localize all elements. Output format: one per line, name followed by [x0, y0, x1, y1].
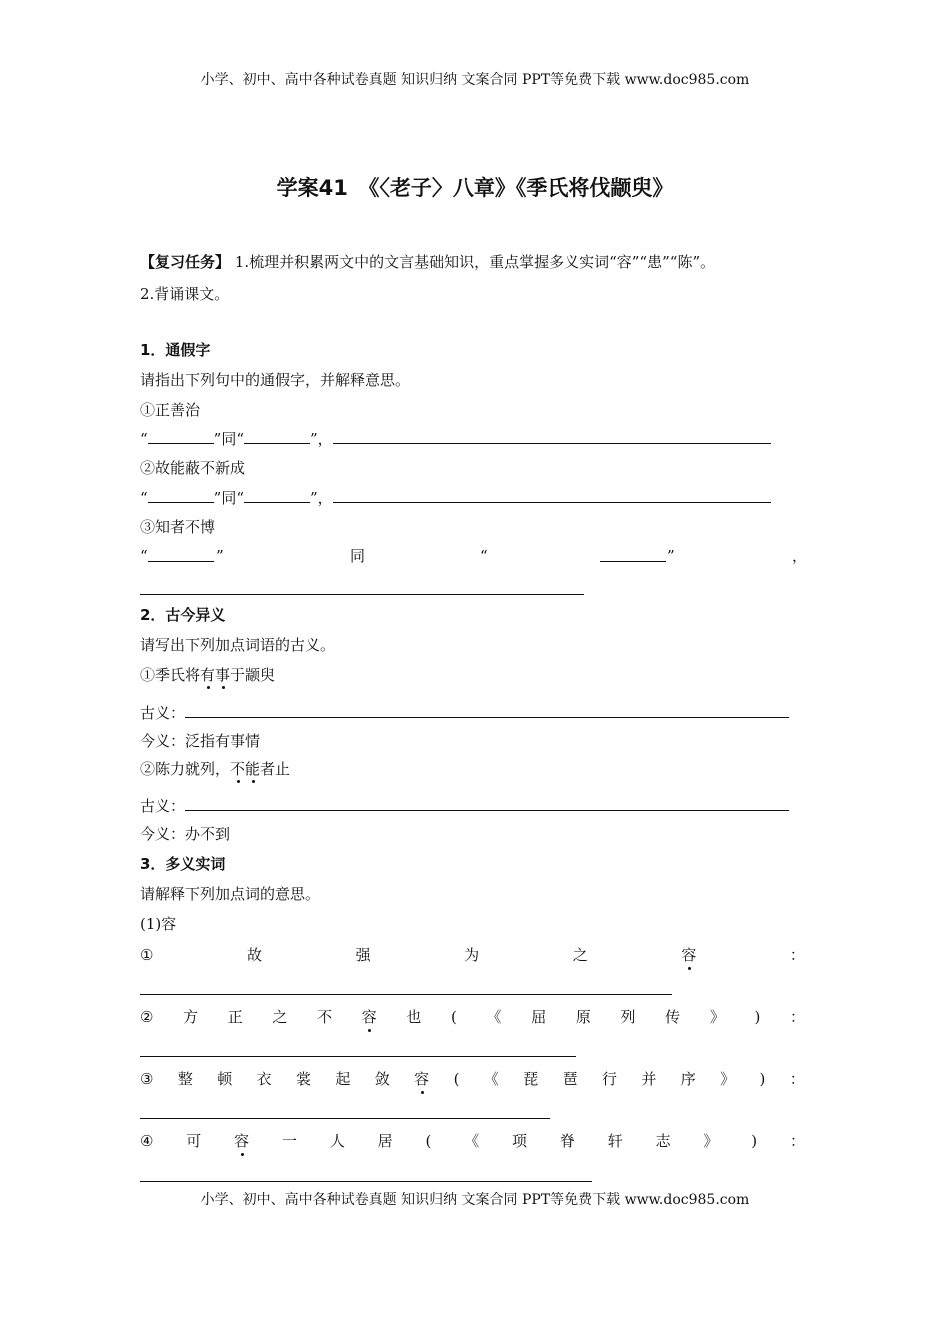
row-char: ： — [789, 1070, 805, 1088]
row-char: 琶 — [562, 1070, 578, 1088]
answer-rule[interactable] — [140, 1056, 576, 1057]
sub-heading-rong: (1)容 — [140, 915, 177, 933]
answer-rule[interactable] — [140, 594, 584, 595]
blank[interactable] — [333, 428, 771, 444]
blank[interactable] — [600, 546, 666, 562]
row-char: ( — [425, 1132, 432, 1150]
answer-line-2: “ ”同“ ”， — [140, 487, 771, 508]
item-1: ①季氏将有事于颛臾 — [140, 666, 276, 684]
row-char: ： — [789, 1008, 805, 1026]
row-char: ( — [451, 1008, 457, 1026]
row-char: ) — [754, 1008, 761, 1026]
row-char: 》 — [703, 1132, 719, 1150]
row-char: ④ — [140, 1132, 154, 1150]
row-char: 脊 — [559, 1132, 575, 1150]
item-2: ②故能蔽不新成 — [140, 459, 246, 477]
row-char: 项 — [512, 1132, 528, 1150]
section2-instruction: 请写出下列加点词语的古义。 — [140, 636, 336, 654]
blank[interactable] — [244, 487, 310, 503]
blank[interactable] — [148, 546, 214, 562]
spread-row-3 — [140, 1069, 805, 1089]
row-char: ③ — [140, 1070, 154, 1088]
page-header: 小学、初中、高中各种试卷真题 知识归纳 文案合同 PPT等免费下载 www.doc985.com — [200, 72, 750, 88]
item-3: ③知者不博 — [140, 518, 216, 536]
item-1: ①正善治 — [140, 401, 201, 419]
spread-row-1 — [140, 945, 805, 965]
section2-heading: 2．古今异义 — [140, 606, 226, 624]
blank[interactable] — [148, 487, 214, 503]
document-page: 小学、初中、高中各种试卷真题 知识归纳 文案合同 PPT等免费下载 www.doc985.com 学案41 《〈老子〉八章》《季氏将伐颛臾》 【复习任务】 1.梳理并积累两文中的文言基础知识，重点掌握多义实词“容”“患”“陈”。 2.背诵课文。 1．通假字 请指出下列句中的通假字，并解释意思。 ①正善治 “ ”同“ ”， ②故能蔽不新成 “ ”同“ ”， ③知者不博 “ ” 同 “ ” ， 2．古今异义 请写出下列加点词语的古义。 ①季氏将有事于颛臾 古义： 今义：泛指有事情 ②陈力就列，不能者止 古义： 今义：办不到 3．多义实词 请解释下列加点词的意思。 (1)容 ① 故 强 为 之 容 ： ② 方 正 之 不 容 也 ( 《 屈 原 列 传 》 ) ： ③ 整 顿 衣 裳 起 敛 容 ( 《 琵 琶 行 并 序 》 ) ： ④ 可 容 一 人 居 ( 《 项 脊 轩 志 》 ) ： 小学、初中、高中各种试卷真题 知识归纳 文案合同 PPT等免费下载 www.doc985.com — [0, 0, 950, 1344]
item-2: ②陈力就列，不能者止 — [140, 760, 291, 778]
section1-heading: 1．通假字 — [140, 341, 211, 359]
row-char: ① — [140, 946, 154, 964]
row-char: 志 — [655, 1132, 671, 1150]
blank[interactable] — [244, 428, 310, 444]
section1-instruction: 请指出下列句中的通假字，并解释意思。 — [140, 371, 411, 389]
row-char: 顿 — [217, 1070, 233, 1088]
blank[interactable] — [148, 428, 214, 444]
answer-rule[interactable] — [140, 994, 672, 995]
review-task — [140, 252, 715, 272]
row-char: 列 — [620, 1008, 636, 1026]
row-char: 》 — [720, 1070, 736, 1088]
page-footer: 小学、初中、高中各种试卷真题 知识归纳 文案合同 PPT等免费下载 www.doc985.com — [200, 1192, 750, 1208]
section3-instruction: 请解释下列加点词的意思。 — [140, 885, 321, 903]
row-char: 屈 — [531, 1008, 547, 1026]
row-char: 起 — [335, 1070, 351, 1088]
page-title: 学案41 《〈老子〉八章》《季氏将伐颛臾》 — [276, 176, 674, 200]
row-char: 》 — [709, 1008, 725, 1026]
task-line2: 2.背诵课文。 — [140, 285, 230, 303]
row-char: 方 — [183, 1008, 199, 1026]
row-char: 敛 — [374, 1070, 390, 1088]
row-char: 传 — [665, 1008, 681, 1026]
spread-row-4 — [140, 1131, 805, 1151]
row-char: 容 — [234, 1132, 250, 1150]
row-char: ( — [453, 1070, 460, 1088]
row-char: 之 — [272, 1008, 288, 1026]
row-char: 容 — [414, 1070, 430, 1088]
row-char: ② — [140, 1008, 154, 1026]
row-char: 序 — [680, 1070, 696, 1088]
task-label: 【复习任务】 — [140, 253, 231, 271]
task-line1: 1.梳理并积累两文中的文言基础知识，重点掌握多义实词“容”“患”“陈”。 — [230, 253, 716, 271]
modern-meaning-1: 今义：泛指有事情 — [140, 732, 261, 750]
row-char: 轩 — [607, 1132, 623, 1150]
ancient-meaning-2: 古义： — [140, 795, 789, 816]
row-char: 为 — [464, 946, 480, 964]
row-char: 《 — [486, 1008, 502, 1026]
row-char: 《 — [464, 1132, 480, 1150]
row-char: 整 — [177, 1070, 193, 1088]
row-char: 容 — [681, 946, 697, 964]
row-char: 也 — [406, 1008, 422, 1026]
row-char: 故 — [247, 946, 263, 964]
row-char: 不 — [317, 1008, 333, 1026]
row-char: 居 — [377, 1132, 393, 1150]
answer-rule[interactable] — [140, 1181, 592, 1182]
row-char: 容 — [361, 1008, 377, 1026]
blank[interactable] — [185, 795, 789, 811]
row-char: 之 — [572, 946, 588, 964]
row-char: 《 — [483, 1070, 499, 1088]
answer-line-1: “ ”同“ ”， — [140, 428, 771, 449]
modern-meaning-2: 今义：办不到 — [140, 825, 231, 843]
row-char: 行 — [601, 1070, 617, 1088]
row-char: 人 — [329, 1132, 345, 1150]
answer-rule[interactable] — [140, 1118, 550, 1119]
row-char: 一 — [281, 1132, 297, 1150]
row-char: 并 — [641, 1070, 657, 1088]
row-char: ) — [759, 1070, 766, 1088]
row-char: ) — [751, 1132, 758, 1150]
row-char: 强 — [355, 946, 371, 964]
row-char: 衣 — [256, 1070, 272, 1088]
spread-row-2 — [140, 1007, 805, 1027]
row-char: ： — [789, 1132, 805, 1150]
row-char: ： — [789, 946, 805, 964]
section3-heading: 3．多义实词 — [140, 855, 226, 873]
blank[interactable] — [185, 702, 789, 718]
row-char: 裳 — [296, 1070, 312, 1088]
ancient-meaning-1: 古义： — [140, 702, 789, 723]
row-char: 原 — [575, 1008, 591, 1026]
blank[interactable] — [333, 487, 771, 503]
row-char: 可 — [186, 1132, 202, 1150]
row-char: 琵 — [523, 1070, 539, 1088]
row-char: 正 — [227, 1008, 243, 1026]
